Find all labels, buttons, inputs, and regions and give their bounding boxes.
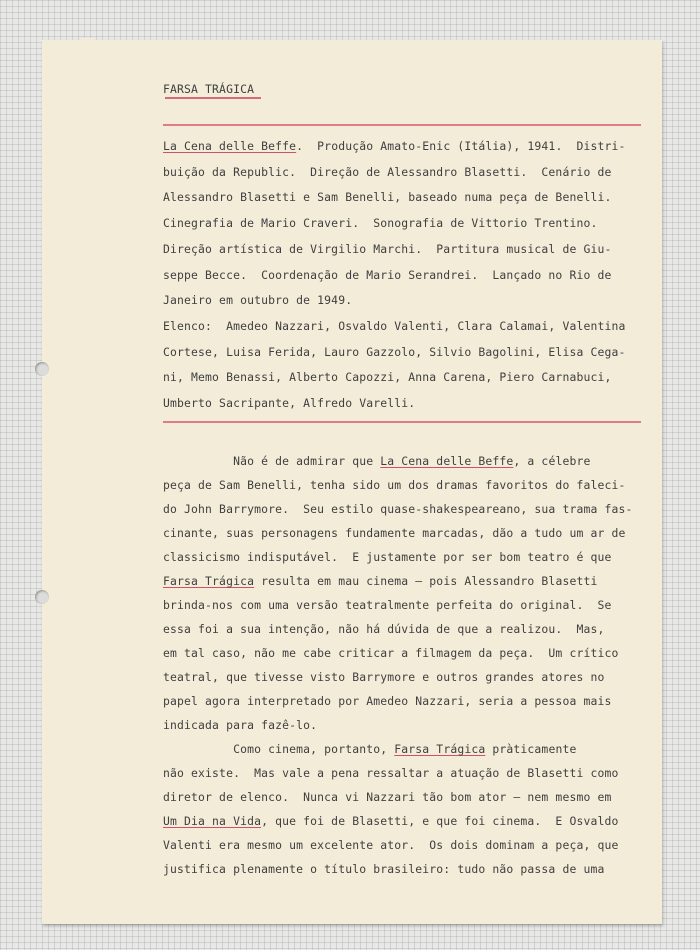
text-line (163, 670, 605, 684)
text-line (163, 862, 605, 876)
text-line (163, 814, 619, 828)
text-line (163, 319, 626, 333)
text-line (163, 574, 598, 588)
header-top-rule (163, 124, 641, 126)
text-line (163, 345, 626, 359)
text-line (163, 293, 352, 307)
line-text: Umberto Sacripante, Alfredo Varelli. (163, 396, 416, 410)
text-line (163, 268, 612, 282)
text-line (163, 742, 576, 756)
text-line (163, 502, 633, 516)
line-text: em tal caso, não me cabe criticar a filmagem da peça. Um crítico (163, 646, 619, 660)
line-text: do John Barrymore. Seu estilo quase-shakespeareano, sua trama fas- (163, 502, 633, 516)
line-text: seppe Becce. Coordenação de Mario Serandrei. Lançado no Rio de (163, 267, 612, 282)
line-text: . Produção Amato-Enic (Itália), 1941. Distri- (296, 139, 626, 153)
line-text: brinda-nos com uma versão teatralmente perfeita do original. Se (163, 598, 612, 612)
line-text: justifica plenamente o título brasileiro: tudo não passa de uma (163, 862, 605, 876)
punch-hole (35, 590, 49, 604)
underlined-title: Um Dia na Vida (163, 814, 262, 828)
text-line (163, 190, 612, 204)
text-line (163, 526, 626, 540)
underlined-title: Farsa Trágica (163, 574, 255, 588)
text-line (163, 396, 415, 410)
text-line (163, 550, 612, 564)
text-line (163, 139, 626, 153)
underlined-title: La Cena delle Beffe (380, 454, 514, 468)
text-line (163, 694, 612, 708)
line-text: Alessandro Blasetti e Sam Benelli, baseado numa peça de Benelli. (163, 190, 612, 205)
line-text: Valenti era mesmo um excelente ator. Os dois dominam a peça, que (163, 838, 619, 852)
line-text: Cinegrafia de Mario Craveri. Sonografia de Vittorio Trentino. (163, 216, 598, 231)
line-text: peça de Sam Benelli, tenha sido um dos dramas favoritos do faleci- (163, 478, 626, 492)
line-text: buição da Republic. Direção de Alessandro Blasetti. Cenário de (163, 164, 612, 179)
line-text: Direção artística de Virgilio Marchi. Partitura musical de Giu- (163, 241, 612, 256)
punch-hole (35, 362, 49, 376)
header-bottom-rule (163, 421, 641, 423)
text-line (163, 766, 619, 780)
line-text: Janeiro em outubro de 1949. (163, 293, 353, 308)
line-text: teatral, que tivesse visto Barrymore e outros grandes atores no (163, 670, 605, 684)
line-text: cinante, suas personagens fundamente marcadas, dão a tudo um ar de (163, 526, 626, 540)
line-text: pràticamente (485, 742, 577, 756)
line-text: essa foi a sua intenção, não há dúvida de que a realizou. Mas, (163, 622, 605, 636)
line-text: Como cinema, portanto, (163, 742, 395, 756)
line-text: classicismo indisputável. E justamente por ser bom teatro é que (163, 550, 612, 564)
line-text: papel agora interpretado por Amedeo Nazzari, seria a pessoa mais (163, 694, 612, 708)
line-text: , que foi de Blasetti, e que foi cinema. E Osvaldo (261, 814, 619, 828)
text-line (163, 242, 612, 256)
line-text: , a célebre (513, 454, 591, 468)
page-title: FARSA TRÁGICA (163, 82, 255, 96)
text-line (163, 216, 597, 230)
text-line (163, 478, 626, 492)
line-text: Cortese, Luisa Ferida, Lauro Gazzolo, Silvio Bagolini, Elisa Cega- (163, 344, 626, 359)
line-text: Elenco: Amedeo Nazzari, Osvaldo Valenti, Clara Calamai, Valentina (163, 318, 626, 333)
text-line (163, 622, 605, 636)
title-underline (165, 97, 261, 99)
line-text: não existe. Mas vale a pena ressaltar a atuação de Blasetti como (163, 766, 619, 780)
line-text: resulta em mau cinema — pois Alessandro Blasetti (254, 574, 598, 588)
text-line (163, 838, 619, 852)
text-line (163, 454, 591, 468)
text-line (163, 598, 612, 612)
line-text: indicada para fazê-lo. (163, 718, 318, 732)
text-line (163, 790, 612, 804)
underlined-title: Farsa Trágica (394, 742, 486, 756)
text-line (163, 646, 619, 660)
text-line (163, 165, 612, 179)
line-text: diretor de elenco. Nunca vi Nazzari tão bom ator — nem mesmo em (163, 790, 612, 804)
line-text: Não é de admirar que (163, 454, 381, 468)
line-text: ni, Memo Benassi, Alberto Capozzi, Anna Carena, Piero Carnabuci, (163, 370, 612, 385)
text-line (163, 718, 317, 732)
underlined-title: La Cena delle Beffe (163, 139, 297, 153)
text-line (163, 370, 612, 384)
